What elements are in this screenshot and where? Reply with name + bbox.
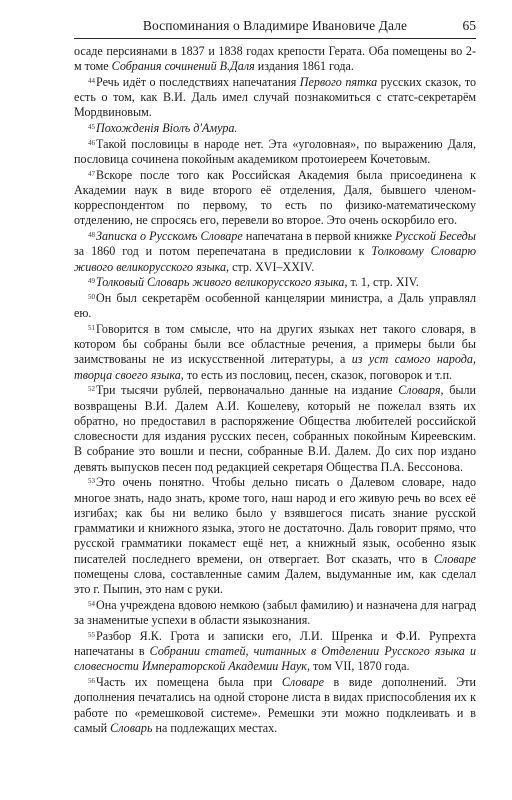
italic-title-text: Словаре xyxy=(281,675,325,690)
italic-title-text: Собрании статей, читанных в Отделении Русского языка и словесности Императорской Академии Наук, xyxy=(74,644,476,674)
note-text: Речь идёт о последствиях напечатания xyxy=(96,74,300,89)
endnote-number: 53 xyxy=(88,477,95,486)
endnote-number: 48 xyxy=(88,231,95,240)
note-text: издания 1861 года. xyxy=(254,59,354,74)
italic-title-text: Толковый Словарь живого великорусского языка, xyxy=(96,275,348,290)
page-number: 65 xyxy=(462,18,476,33)
endnotes-body xyxy=(74,44,476,737)
endnote-number: 50 xyxy=(88,292,95,301)
italic-title-text: из уст самого народа, творца своего языка, xyxy=(74,352,476,382)
endnote-number: 55 xyxy=(88,630,95,639)
endnote-number: 54 xyxy=(88,599,95,608)
italic-title-text: Словарь xyxy=(110,720,153,735)
running-header xyxy=(74,14,476,39)
endnote-number: 45 xyxy=(88,123,95,132)
note-text: на подлежащих местах. xyxy=(152,720,278,735)
endnote-49 xyxy=(74,275,476,290)
italic-title-text: Толковому Словарю живого великорусского языка, xyxy=(74,244,476,274)
endnote-55 xyxy=(74,629,476,675)
note-text: том VII, 1870 года. xyxy=(309,659,410,674)
running-title: Воспоминания о Владимире Ивановиче Дале xyxy=(142,18,408,33)
note-text: в виде дополнений. Эти дополнения печатались на одной стороне листа в видах приспособления их к работе по «ремешковой системе». Ремешки эти можно подклеивать и в самый xyxy=(74,675,476,735)
italic-title-text: Словаре xyxy=(433,551,476,566)
endnote-number: 51 xyxy=(88,323,95,332)
note-text: помещены слова, составленные самим Далем, выдуманные им, как сделал это г. Пыпин, это нам с руки. xyxy=(74,567,476,597)
note-text: стр. XVI–XXIV. xyxy=(229,259,315,274)
endnote-number: 46 xyxy=(88,138,95,147)
italic-title-text: Записка о Русскомъ Словаре xyxy=(96,229,243,244)
italic-title-text: Первого пятка xyxy=(299,74,378,89)
endnote-46 xyxy=(74,137,476,168)
note-text: т. 1, стр. XIV. xyxy=(347,275,419,290)
note-text: Разбор Я.К. Грота и записки его, Л.И. Шренка и Ф.И. Рупрехта напечатаны в xyxy=(74,628,476,659)
note-text: Вскоре после того как Российская Академия была присоединена к Академии наук в виде второго её отделения, Даля, бывшего членом-корреспондентом по первому, то есть по физико-математическому отделению, не спросясь его, перевели во второе. Это очень оскорбило его. xyxy=(74,167,476,228)
note-text: Говорится в том смысле, что на других языках нет такого словаря, в котором бы собраны были все областные речения, а примеры были бы заимствованы не из искусственной литературы, а xyxy=(74,321,476,367)
endnote-number: 56 xyxy=(88,677,95,686)
note-text: Он был секретарём особенной канцелярии министра, а Даль управлял ею. xyxy=(74,290,476,321)
endnote-44 xyxy=(74,75,476,121)
endnote-50 xyxy=(74,291,476,322)
note-text: Часть их помещена была при xyxy=(96,675,282,690)
endnote-51 xyxy=(74,322,476,383)
endnote-continuation xyxy=(74,44,476,75)
endnote-53 xyxy=(74,475,476,597)
note-text: Три тысячи рублей, первоначально данные на издание xyxy=(96,383,399,398)
endnote-47 xyxy=(74,168,476,229)
endnote-56 xyxy=(74,675,476,736)
note-text: то есть из пословиц, песен, сказок, поговорок и т.п. xyxy=(183,367,453,382)
note-text: осаде персиянами в 1837 и 1838 годах крепости Герата. Оба помещены во 2-м томе xyxy=(74,44,476,74)
endnote-45 xyxy=(74,121,476,136)
italic-title-text: Собрания сочинений В.Даля xyxy=(111,59,255,74)
endnote-48 xyxy=(74,229,476,275)
endnote-number: 47 xyxy=(88,169,95,178)
note-text: напечатана в первой книжке xyxy=(242,229,396,244)
note-text: Она учреждена вдовою немкою (забыл фамилию) и назначена для наград за знаменитые успехи в области языкознания. xyxy=(74,597,476,628)
endnote-52 xyxy=(74,383,476,475)
endnote-number: 44 xyxy=(88,76,95,85)
note-text: русских сказок, то есть о том, как В.И. Даль имел случай познакомиться с статс-секретарём Мордвиновым. xyxy=(74,74,476,120)
note-text: Это очень понятно. Чтобы дельно писать о Далевом словаре, надо многое знать, надо знать, кроме того, наш народ и его живую речь во всех её изгибах; как бы ни велико было у взявшегося писать знание русской грамматики и книжного языка, этого не достаточно. Даль говорит прямо, что русской грамматики покамест ещё нет, а книжный язык, особенно язык писателей последнего времени, он отвергает. Вот сказать, что в xyxy=(74,475,476,566)
note-text: Такой пословицы в народе нет. Эта «уголовная», по выражению Даля, пословица сочинена покойным академиком протоиереем Кочетовым. xyxy=(74,136,476,166)
note-text: были возвращены В.И. Далем А.И. Кошелеву, который не пожелал взять их обратно, но предоставил в распоряжение Общества любителей российской словесности для издания русских песен, собранных покойным Киреевским. В собрание это вошли и песни, собранные В.И. Далем. До сих пор издано девять выпусков песен под редакцией секретаря Общества П.А. Бессонова. xyxy=(74,383,477,474)
endnote-number: 52 xyxy=(88,385,95,394)
italic-title-text: Похожденія Віолъ д'Амура. xyxy=(96,121,238,136)
endnote-54 xyxy=(74,598,476,629)
italic-title-text: Словаря, xyxy=(398,383,444,398)
note-text: за 1860 год и потом перепечатана в предисловии к xyxy=(74,244,372,259)
endnote-number: 49 xyxy=(88,277,95,286)
italic-title-text: Русской Беседы xyxy=(395,229,476,244)
